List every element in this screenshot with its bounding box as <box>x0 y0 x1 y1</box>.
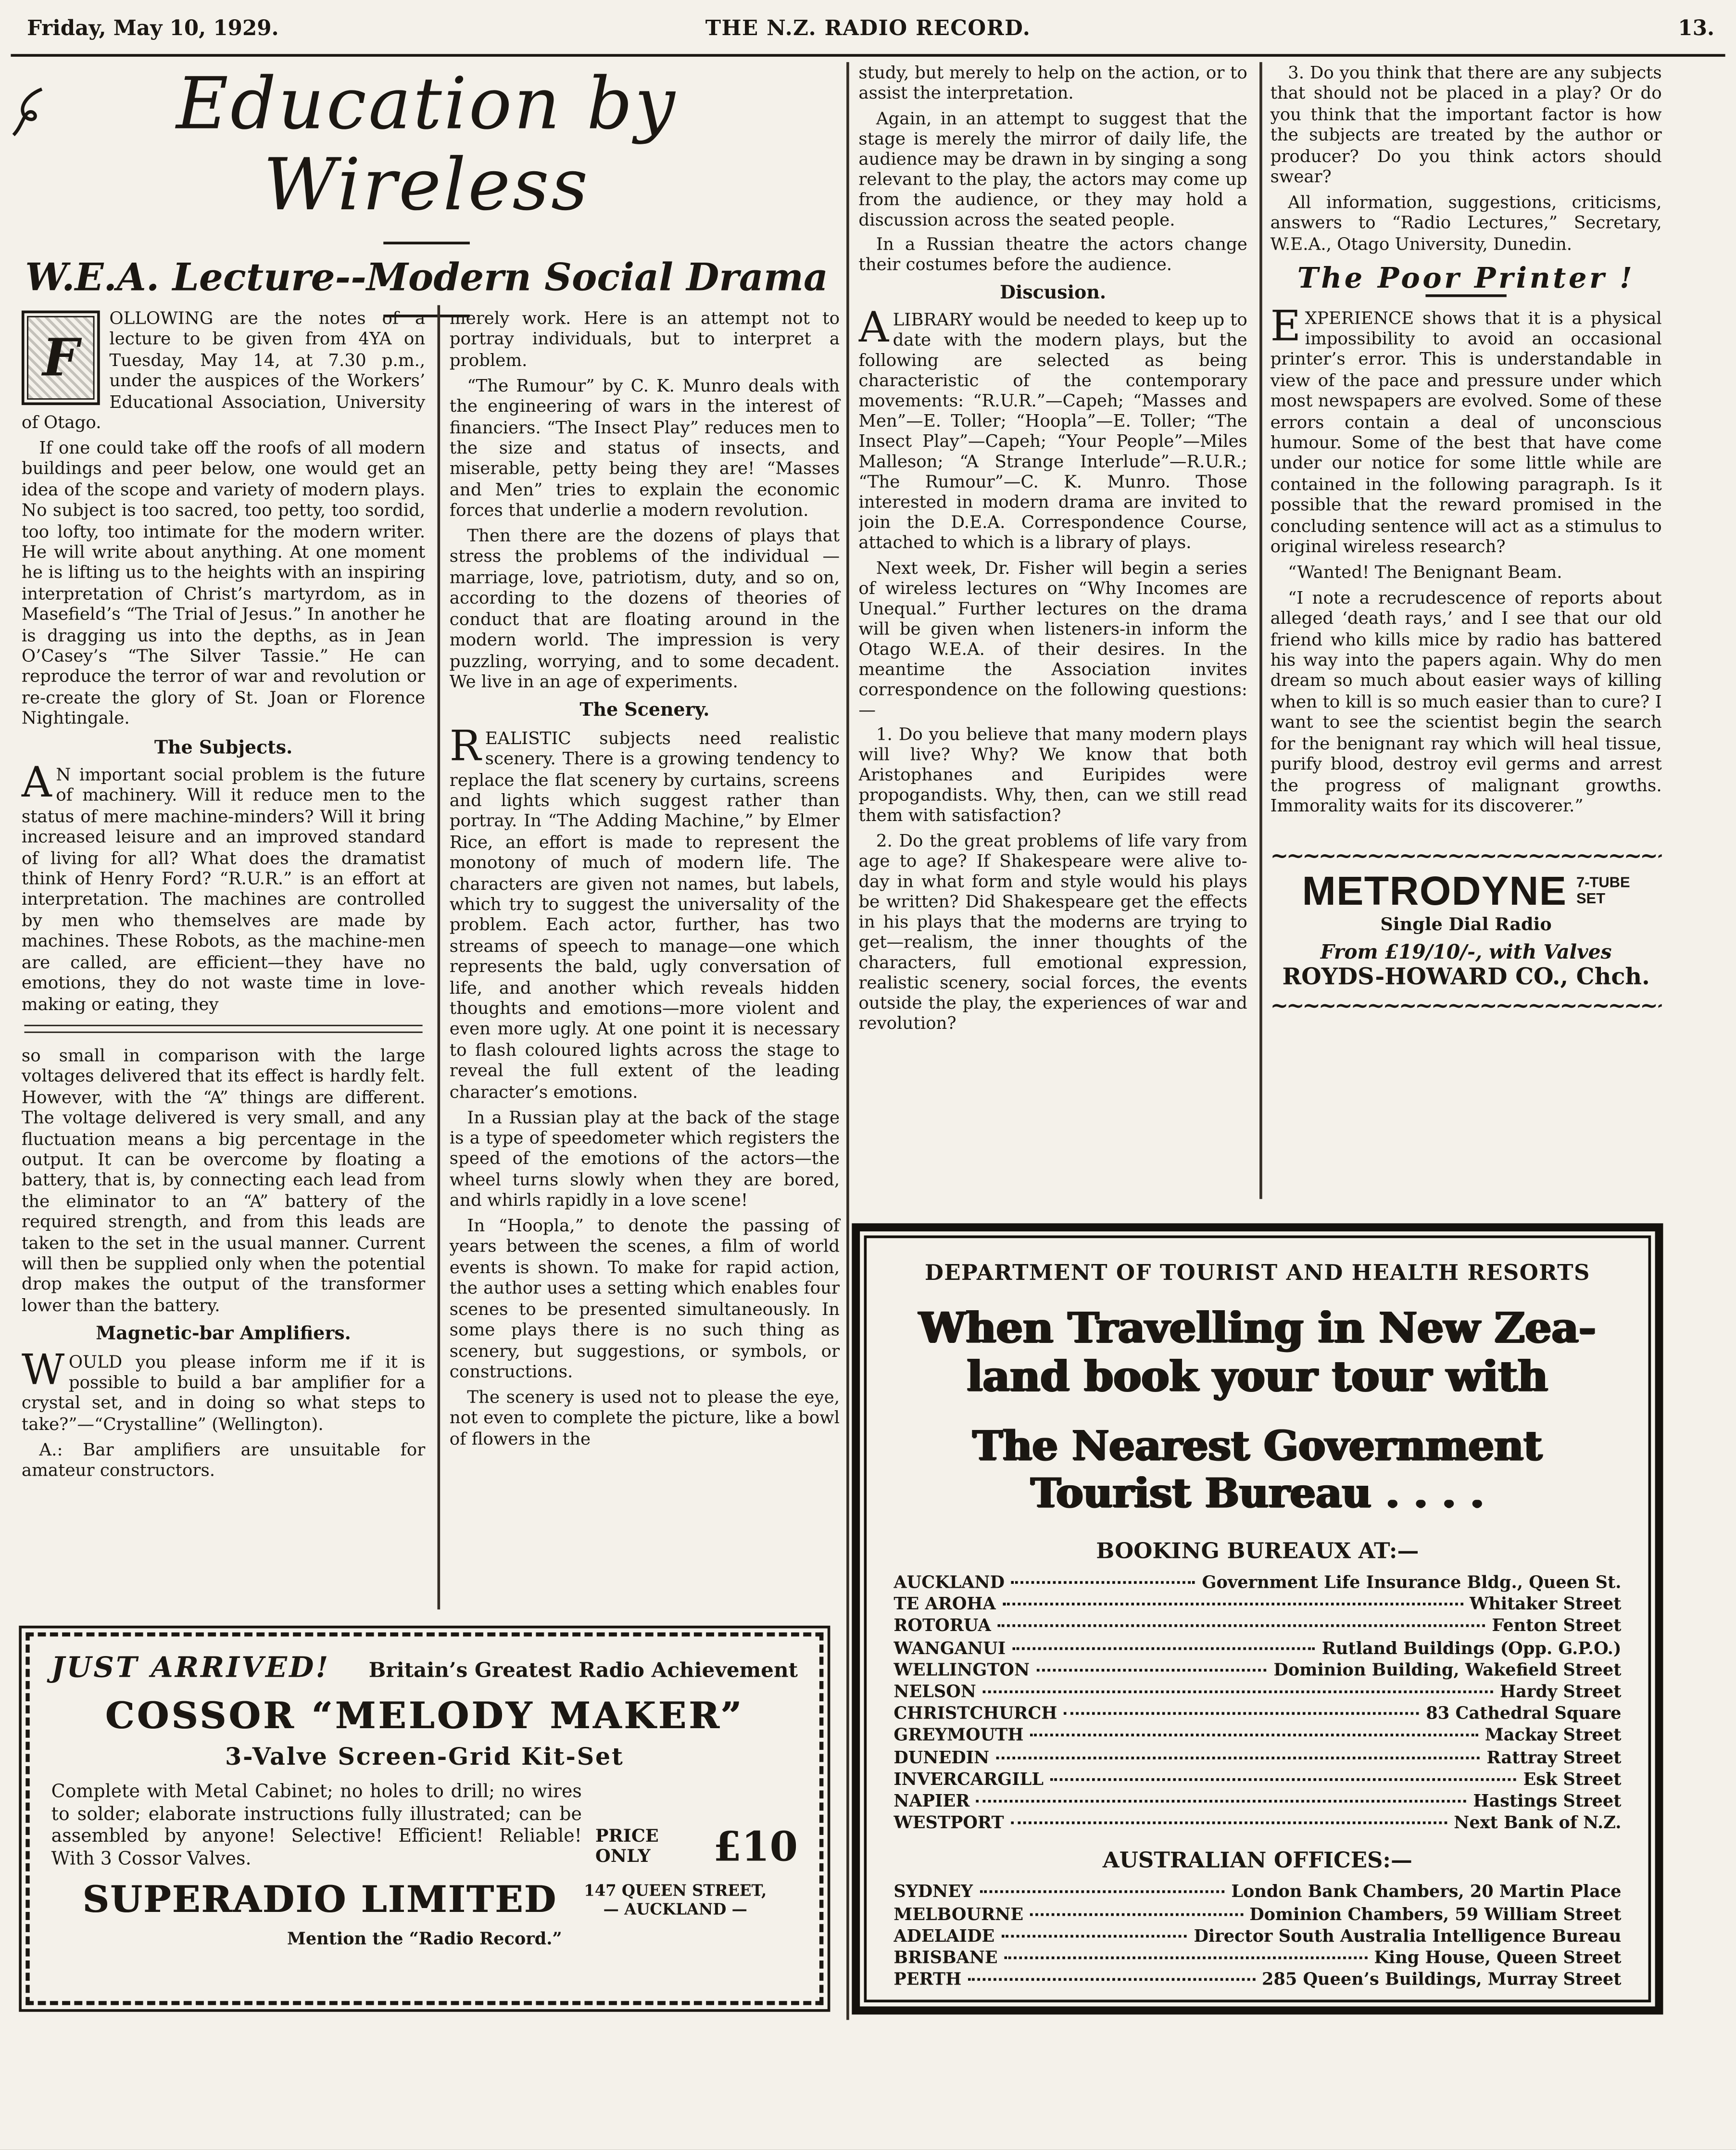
bureau-row: DUNEDIN Rattray Street <box>893 1746 1622 1767</box>
drop-cap: R <box>449 722 481 771</box>
paragraph: 2. Do the great problems of life vary from age to age? If Shakespeare were alive to-day in what form and style would his plays be written? Did Shakespeare get the effects in his plays that the moderns are trying to get—realism, the inner thoughts of the characters, full emotional expression, realistic scenery, social forces, the events outside the play, the experiences of war and revolution? <box>858 830 1247 1033</box>
booking-heading: BOOKING BUREAUX AT:— <box>1096 1538 1419 1564</box>
office-row: PERTH 285 Queen’s Buildings, Murray Street <box>893 1969 1622 1989</box>
dotted-leader <box>1001 1935 1187 1937</box>
metrodyne-brand: METRODYNE <box>1302 870 1567 915</box>
paragraph: merely work. Here is an attempt not to portray individuals, but to interpret a problem. <box>449 308 840 370</box>
bureau-row: CHRISTCHURCH 83 Cathedral Square <box>893 1703 1622 1723</box>
dotted-leader <box>1003 1603 1463 1606</box>
dotted-leader <box>1036 1669 1267 1671</box>
metrodyne-tube-label: 7-TUBE SET <box>1576 875 1630 908</box>
paragraph: “I note a recrudescence of reports about alleged ‘death rays,’ and I see that our old friend who kills mice by radio has battered his way into the papers again. Why do men dream so much about easier ways of killing when to kill is so much easier than to cure? I want to see the scientist begin the search for the benignant ray which will heal tissue, purify blood, destroy evil germs and arrest the progress of malignant growths. Immorality waits for its discoverer.” <box>1270 587 1662 816</box>
bureau-row: INVERCARGILL Esk Street <box>893 1768 1622 1789</box>
bureau-row: WELLINGTON Dominion Building, Wakefield Street <box>893 1659 1622 1680</box>
tourist-headline: When Travelling in New Zea- land book your tour with <box>918 1304 1597 1402</box>
paragraph: Then there are the dozens of plays that stress the problems of the individual — marriage, love, patriotism, duty, and so on, according to the dozens of theories of conduct that are floating around in the modern world. The impression is very puzzling, worrying, and to some decadent. We live in an age of experiments. <box>449 525 840 692</box>
paragraph: A N important social problem is the future of machinery. Will it reduce men to the status of mere machine-minders? Will it bring increased leisure and an improved standard of living for all? What does the dramatist think of Henry Ford? “R.U.R.” is an effort at interpretation. The machines are controlled by men who themselves are made by machines. These Robots, as the machine-men are called, are efficient—they have no emotions, they do not waste time in love-making or eating, they <box>21 759 426 1013</box>
dotted-leader <box>1064 1712 1419 1715</box>
bureau-row: WANGANUI Rutland Buildings (Opp. G.P.O.) <box>893 1637 1622 1658</box>
office-row: MELBOURNE Dominion Chambers, 59 William Street <box>893 1903 1622 1924</box>
paragraph: W OULD you please inform me if it is possible to build a bar amplifier for a crystal set, and in doing so what steps to take?”—“Crystalline” (Wellington). <box>21 1345 426 1434</box>
dotted-leader <box>1011 1581 1195 1584</box>
paragraph: A.: Bar amplifiers are unsuitable for amateur constructors. <box>21 1439 426 1480</box>
ornate-initial-letter: F <box>42 327 79 388</box>
issue-date: Friday, May 10, 1929. <box>27 14 279 41</box>
section-heading: The Subjects. <box>154 736 293 759</box>
cossor-top-row <box>51 1650 798 1683</box>
tourist-department: DEPARTMENT OF TOURIST AND HEALTH RESORTS <box>924 1260 1590 1286</box>
paragraph: A LIBRARY would be needed to keep up to date with the modern plays, but the following are selected as being characteristic of the contemporary movements: “R.U.R.”—Capeh; “Masses and Men”—E. Toller; “Hoopla”—E. Toller; “The Insect Play”—Capeh; “Your People”—Miles Malleson; “A Strange Interlude”—R.U.R.; “The Rumour”—C. K. Munro. Those interested in modern drama are invited to join the D.E.A. Correspondence Course, attached to which is a library of plays. <box>858 304 1247 553</box>
column-3 <box>858 62 1247 1218</box>
article-heading: The Poor Printer ! <box>1297 261 1635 295</box>
paragraph: If one could take off the roofs of all modern buildings and peer below, one would get an idea of the scope and variety of modern plays. No subject is too sacred, too petty, too sordid, too lofty, too intimate for the modern writer. He will write about anything. At one moment he is lifting us to the heights with an inspiring interpretation of Christ’s martyrdom, as in Masefield’s “The Trial of Jesus.” In another he is dragging us into the depths, as in Jean O’Casey’s “The Silver Tassie.” He can reproduce the terror of war and revolution or re-create the glory of St. Joan or Florence Nightingale. <box>21 437 426 728</box>
paragraph: In “Hoopla,” to denote the passing of years between the scenes, a film of world events is shown. To make for rapid action, the author uses a setting which enables four scenes to be presented simultaneously. In some plays there is no such thing as scenery, but suggestions, or symbols, or constructions. <box>449 1215 840 1381</box>
dotted-leader <box>1030 1913 1243 1916</box>
squiggle-rule <box>1271 997 1662 1014</box>
bureau-row: NELSON Hardy Street <box>893 1681 1622 1702</box>
paragraph: R EALISTIC subjects need realistic scenery. There is a growing tendency to replace the flat scenery by curtains, screens and lights which suggest rather than portray. In “The Adding Machine,” by Elmer Rice, an effort is made to represent the monotony of much of modern life. The characters are given not names, but labels, which try to suggest the universality of the problem. Each actor, further, has two streams of speech to manage—one which represents the bald, ugly conversation of life, and another which reveals hidden thoughts and emotions—more violent and even more ugly. At one point it is necessary to flash coloured lights across the stage to reveal the full extent of the leading character’s emotions. <box>449 722 840 1101</box>
price-value: £10 <box>713 1824 798 1872</box>
paragraph: Next week, Dr. Fisher will begin a series of wireless lectures on “Why Incomes are Unequal.” Further lectures on the drama will be given when listeners-in inform the Otago W.E.A. of their desires. In the meantime the Association invites correspondence on the following questions:— <box>858 556 1247 719</box>
paragraph: study, but merely to help on the action, or to assist the interpretation. <box>858 62 1247 103</box>
paragraph: F OLLOWING are the notes of a lecture to be given from 4YA on Tuesday, May 14, at 7.30 p.m., under the auspices of the Workers’ Educational Association, University of Otago. <box>21 308 426 432</box>
column-1 <box>22 308 425 1485</box>
cossor-body-text: Complete with Metal Cabinet; no holes to drill; no wires to solder; elaborate instructions fully illustrated; can be assembled by anyone! Selective! Efficient! Reliable! With 3 Cossor Valves. <box>51 1781 582 1870</box>
article-subheadline: W.E.A. Lecture--Modern Social Drama <box>25 255 828 300</box>
page-number: 13. <box>1678 14 1715 41</box>
dotted-leader <box>980 1891 1224 1894</box>
bureau-row: AUCKLAND Government Life Insurance Bldg., Queen St. <box>893 1571 1622 1592</box>
dotted-leader <box>1011 1822 1447 1825</box>
dotted-leader <box>1012 1647 1315 1650</box>
paragraph: 1. Do you believe that many modern plays will live? Why? We know that both Aristophanes and Euripides were propogandists. Why, then, can we still read them with satisfaction? <box>858 723 1247 825</box>
cossor-footnote: Mention the “Radio Record.” <box>287 1928 562 1948</box>
metrodyne-price-line: From £19/10/-, with Valves <box>1320 940 1612 964</box>
cossor-company-row <box>51 1880 798 1922</box>
just-arrived-label: JUST ARRIVED! <box>51 1650 330 1684</box>
dotted-leader <box>996 1756 1480 1759</box>
dotted-leader <box>1031 1734 1478 1737</box>
office-row: BRISBANE King House, Queen Street <box>893 1947 1622 1968</box>
drop-cap: W <box>21 1345 65 1394</box>
metrodyne-brand-row <box>1271 872 1662 915</box>
office-row: ADELAIDE Director South Australia Intelligence Bureau <box>893 1925 1622 1946</box>
section-heading: Discusion. <box>1000 282 1107 304</box>
column-rule <box>1259 62 1261 1199</box>
paragraph: “Wanted! The Benignant Beam. <box>1288 561 1562 582</box>
dotted-leader <box>1050 1778 1516 1781</box>
paragraph: In a Russian play at the back of the stage is a type of speedometer which registers the speed of the emotions of the actors—the wheel turns slowly when they are bored, and whirls rapidly in a love scene! <box>449 1106 840 1210</box>
tourist-headline-2: The Nearest Government Tourist Bureau . . . . <box>972 1423 1543 1518</box>
paragraph: All information, suggestions, criticisms, answers to “Radio Lectures,” Secretary, W.E.A., Otago University, Dunedin. <box>1270 191 1662 254</box>
bureau-row: ROTORUA Fenton Street <box>893 1615 1622 1636</box>
cossor-product-title: COSSOR “MELODY MAKER” <box>105 1695 744 1738</box>
metrodyne-subtitle: Single Dial Radio <box>1380 916 1552 936</box>
section-heading: Magnetic-bar Amplifiers. <box>96 1323 351 1345</box>
drop-cap: A <box>21 759 52 808</box>
paragraph: 3. Do you think that there are any subjects that should not be placed in a play? Or do you think that the important factor is how the subjects are treated by the author or producer? Do you think actors should swear? <box>1270 62 1662 187</box>
section-heading: The Scenery. <box>579 700 710 721</box>
bureaux-list <box>893 1572 1621 1834</box>
bureau-row: WESTPORT Next Bank of N.Z. <box>893 1812 1622 1833</box>
tourist-ad-inner-border <box>864 1236 1651 2002</box>
cossor-address: 147 QUEEN STREET, — AUCKLAND — <box>584 1881 767 1918</box>
paragraph: so small in comparison with the large voltages delivered that its effect is hardly felt. However, with the “A” things are different. The voltage delivered is very small, and any fluctuation means a big percentage in the output. It can be overcome by floating a battery, that is, by connecting each lead from the eliminator to an “A” battery of the required strength, and from this leads are taken to the set in the usual manner. Current will then be supplied only when the potential drop makes the output of the transformer lower than the battery. <box>21 1045 426 1315</box>
metrodyne-company: ROYDS-HOWARD CO., Chch. <box>1282 964 1650 991</box>
cossor-product-subtitle: 3-Valve Screen-Grid Kit-Set <box>225 1744 624 1772</box>
dotted-leader <box>968 1978 1255 1981</box>
ornate-initial-box <box>22 311 100 405</box>
dotted-leader <box>983 1691 1493 1694</box>
paragraph: Again, in an attempt to suggest that the stage is merely the mirror of daily life, the audience may be drawn in by singing a song relevant to the play, the actors may come up from the audience, or they may hold a discussion across the seated people. <box>858 107 1247 229</box>
cossor-price-box <box>595 1781 798 1870</box>
cossor-body-row <box>51 1781 798 1870</box>
cossor-ad-inner-border <box>25 1632 823 2005</box>
dotted-leader <box>976 1800 1466 1803</box>
bureau-row: NAPIER Hastings Street <box>893 1790 1622 1811</box>
paragraph: “The Rumour” by C. K. Munro deals with the engineering of wars in the interest of financiers. “The Insect Play” reduces men to the size and status of insects, and miserable, petty being they are! “Masses and Men” tries to explain the economic forces that underlie a modern revolution. <box>449 375 840 520</box>
office-row: SYDNEY London Bank Chambers, 20 Martin Place <box>893 1881 1622 1902</box>
column-rule <box>846 62 848 2020</box>
drop-cap: E <box>1270 302 1301 351</box>
bureau-row: TE AROHA Whitaker Street <box>893 1594 1622 1614</box>
article-masthead <box>19 65 834 329</box>
paragraph: E XPERIENCE shows that it is a physical impossibility to avoid an occasional printer’s error. This is understandable in view of the pace and pressure under which most newspapers are evolved. Some of these errors contain a deal of unconscious humour. Some of the best that have come under our notice for some little while are contained in the following paragraph. Is it possible that the reward promised in the concluding sentence will act as a stimulus to original wireless research? <box>1270 302 1662 556</box>
cossor-ad <box>19 1626 830 2012</box>
paragraph: The scenery is used not to please the eye, not even to complete the picture, like a bowl of flowers in the <box>449 1386 840 1449</box>
australian-heading: AUSTRALIAN OFFICES:— <box>1102 1847 1412 1873</box>
paragraph: In a Russian theatre the actors change their costumes before the audience. <box>858 233 1247 274</box>
dotted-leader <box>1005 1957 1368 1960</box>
publication-title: THE N.Z. RADIO RECORD. <box>705 14 1031 41</box>
headline-flourish-icon <box>11 84 46 140</box>
column-2 <box>450 308 840 1454</box>
headline-rule <box>383 241 470 244</box>
offices-list <box>893 1882 1621 1991</box>
tourist-ad <box>852 1223 1663 2014</box>
bureau-row: GREYMOUTH Mackay Street <box>893 1724 1622 1745</box>
achievement-label: Britain’s Greatest Radio Achievement <box>368 1658 798 1682</box>
squiggle-rule <box>1271 848 1662 866</box>
drop-cap: A <box>858 304 889 353</box>
price-label: PRICE ONLY <box>595 1827 659 1868</box>
cossor-company: SUPERADIO LIMITED <box>82 1879 557 1922</box>
header-rule <box>11 54 1725 57</box>
section-divider <box>25 1024 423 1033</box>
dotted-leader <box>998 1625 1485 1628</box>
column-rule <box>438 305 440 1609</box>
article-headline: Education by Wireless <box>19 65 834 227</box>
column-4 <box>1271 62 1662 1015</box>
metrodyne-ad <box>1271 872 1662 989</box>
